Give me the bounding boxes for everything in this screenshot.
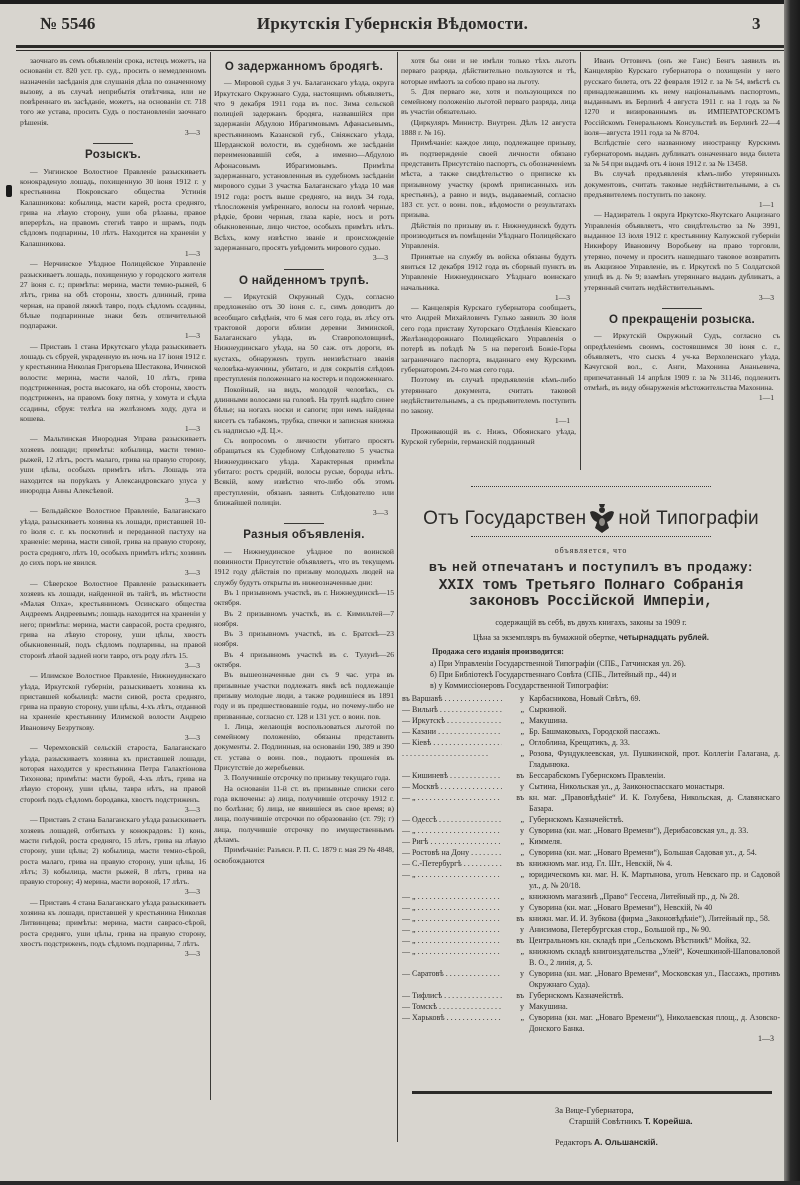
section-separator bbox=[662, 308, 702, 309]
notice-paragraph: — Нижнеудинское уѣздное по воинской повинности Присутствіе объявляетъ, что въ текущемъ 1912 году дѣйствія по призыву молодыхъ людей на службу будутъ открыты въ нижеозначенные дни: bbox=[214, 546, 394, 587]
agent-entry bbox=[402, 704, 780, 715]
agent-entry bbox=[402, 737, 780, 748]
notice-paragraph: 3. Получившіе отсрочку по призыву текущаго года. bbox=[224, 773, 391, 783]
agent-preposition: „ bbox=[520, 836, 524, 846]
agent-city: — Кишиневѣ . . . bbox=[402, 770, 502, 781]
run-mark: 1—1 bbox=[554, 416, 570, 426]
agent-city: — „ . . . bbox=[402, 825, 502, 836]
agent-preposition: „ bbox=[520, 1012, 524, 1022]
scan-border-bottom bbox=[0, 1181, 800, 1185]
agent-address: книжномъ складѣ книгоиздательства „Улей“, Кочешкиной-Шаповаловой В. О., 2 линія, д. 5. bbox=[529, 946, 780, 967]
sale-heading: Продажа сего изданія производится: bbox=[432, 647, 564, 656]
ornament-rule bbox=[471, 486, 711, 488]
agent-preposition: „ bbox=[520, 715, 524, 725]
signature-name: Т. Корейша. bbox=[644, 1116, 693, 1126]
run-mark: 3—3 bbox=[184, 496, 200, 506]
agent-address: книжн. маг. И. И. Зубкова (фирма „Законовѣдѣніе“), Литейный пр., 58. bbox=[529, 913, 770, 923]
notice-paragraph: — Мировой судья 3 уч. Балаганскаго уѣзда, округа Иркутскаго Окружнаго Суда, настоящимъ объявляетъ, что 9 декабря 1911 года въ пос. Зима сельской полиціей задержанъ бродяга, назвавшійся при задержаніи Абдулою Ибрагимовымъ Афанасьевымъ, крестьяниномъ Казанской губ., Свіяжскаго уѣзда, Шерданской волости, въ судебномъ же засѣданіи переименовавшій себя, а именно—Абдулою Афонасовымъ Ибрагимовымъ. Примѣты задержаннаго, установленныя въ судебномъ засѣданіи мирового судьи 3 участка Балаганскаго уѣзда 10 мая 1912 года: ростъ выше средняго, на видъ 34 года, тѣлосложенія умѣреннаго, волосы на головѣ черные, рѣдкіе, брови черныя, глаза карiе, носъ и ротъ обыкновенные, лицо чистое, особыхъ примѣтъ нѣтъ. Всѣхъ, кому извѣстно званіе и происхожденіе задержаннаго, просятъ увѣдомить мирового судью. bbox=[214, 78, 394, 253]
agent-preposition: у bbox=[520, 1001, 524, 1011]
agent-entry bbox=[402, 792, 780, 814]
ad-bottom-rule bbox=[412, 1091, 772, 1094]
agent-preposition: „ bbox=[520, 891, 524, 901]
run-mark: 1—1 bbox=[758, 393, 774, 403]
ad-title bbox=[402, 502, 780, 536]
price-value: четырнадцать рублей. bbox=[618, 633, 709, 642]
agent-entry bbox=[402, 1012, 780, 1034]
section-heading: О найденномъ трупѣ. bbox=[239, 274, 369, 287]
notice-paragraph: 1. Лица, желающія воспользоваться льготой по семейному положенію, обязаны представить документы. 2. Подлинныя, на основаніи 190, 389 и 390 ст. устава о воин. пов., подаютъ прошенія въ Присутствіе до жеребьевки. bbox=[214, 721, 394, 772]
agent-city bbox=[402, 748, 502, 770]
agent-address: Суворина (кн. маг. „Новаго Времени“), Дерибасовская ул., д. 33. bbox=[529, 825, 749, 835]
notice-paragraph: 5. Для перваго же, хотя и пользующихся по семейному положенію льготой перваго разряда, лица въ участіи обязательно. bbox=[401, 86, 576, 117]
run-mark: 3—3 bbox=[184, 128, 200, 138]
notice-paragraph: — Нерчинское Уѣздное Полицейское Управленіе разыскиваетъ лошадь, похищенную у городского жителя 27 іюня с. г.; примѣты: мерина, масти темно-рыжей, 6 лѣтъ, грива на обѣ стороны, хвостъ длинный, грива черная, на правой ляжкѣ тавро, подъ сѣдломъ ссадины, бѣлые подпаринные знаки безъ отличительной подпаражи. bbox=[20, 259, 206, 331]
notice-paragraph: — Приставъ 1 стана Иркутскаго уѣзда разыскиваетъ лошадь съ сбруей, украденную въ ночь на 17 іюня 1912 г. у крестьянина Николая Григорьева Шестакова, Ичинской волости: мерина, масти чалой, 10 лѣтъ, грива подстриженная, роста высокаго, на обѣ стороны, хвостъ подстриженъ, на правомъ боку пятна, у хомута и сѣдла ссадины, сбруя: телѣга на желѣзномъ ходу, дуга и кошева. bbox=[20, 341, 206, 423]
column-2 bbox=[214, 56, 394, 1098]
agent-city: — „ . . . bbox=[402, 946, 502, 968]
agent-entry bbox=[402, 825, 780, 836]
agent-address: Анисимова, Петербургская стор., Большой пр., № 90. bbox=[529, 924, 711, 934]
agent-entry bbox=[402, 1001, 780, 1012]
agent-address: Сыркиной. bbox=[529, 704, 567, 714]
agent-entry bbox=[402, 836, 780, 847]
agent-address: Бессарабскомъ Губернскомъ Правленіи. bbox=[529, 770, 666, 780]
signature-line-1: За Вице-Губернатора, bbox=[555, 1105, 634, 1115]
run-mark: 3—3 bbox=[372, 508, 388, 518]
agent-address: Центральномъ кн. складѣ при „Сельскомъ Вѣстникѣ“ Мойка, 32. bbox=[529, 935, 751, 945]
notice-paragraph: На основаніи 11-й ст. въ призывные списки сего года включены: а) лица, получившіе отсрочку 1912 г. по болѣзни; б) лица, не явившіеся въ свое время; в) лица, получившіе отсрочки по образованію (ст. 79); г) лица, получившіе отсрочку по имущественнымъ дѣламъ. bbox=[214, 783, 394, 845]
notice-paragraph: — Приставъ 4 стана Балаганскаго уѣзда разыскиваетъ хозяина къ лошади, приставшей у крестьянина Николая Литвинцева; примѣты: мерина, масти саврасо-сѣрой, роста средняго, уши цѣлы, грива на правую сторону, хвостъ подстриженъ, подъ сѣдломъ подпарины, 7 лѣтъ. bbox=[20, 897, 206, 948]
section-heading: Розыскъ. bbox=[85, 149, 141, 162]
agent-entry bbox=[402, 858, 780, 869]
agent-address: Бр. Башмаковыхъ, Городской пассажъ. bbox=[529, 726, 661, 736]
notice-paragraph: — Надзиратель 1 округа Иркутско-Якутскаго Акцизнаго Управленія объявляетъ, что свидѣтельство за № 3991, выданное 13 іюля 1912 г. крестьянину Калужской губерніи Никифору Ивановичу Воробьеву на право торговли, утеряно, почему и проситъ нашедшаго таковое возвратить въ Акцизное Управленіе, въ г. Иркутскѣ по 5 Солдатской улицѣ въ д. № 9; взамѣнъ утеряннаго выданъ дубликатъ, а утерянный считать недѣйствительнымъ. bbox=[584, 210, 780, 292]
notice-paragraph: Въ случаѣ предъявленія кѣмъ-либо утерянныхъ документовъ, считать таковые недѣйствительными, а съ предъявителемъ поступить по закону. bbox=[584, 169, 780, 199]
agent-entry bbox=[402, 770, 780, 781]
scan-border-right bbox=[784, 0, 800, 1185]
agent-entry bbox=[402, 748, 780, 770]
agent-entry bbox=[402, 693, 780, 704]
page-number: 3 bbox=[752, 14, 761, 33]
agent-entry bbox=[402, 726, 780, 737]
ad-price bbox=[402, 633, 780, 642]
agent-entry bbox=[402, 715, 780, 726]
notice-paragraph: (Циркуляръ Министр. Внутрен. Дѣлъ 12 августа 1888 г. № 16). bbox=[401, 117, 576, 138]
header-rule-thin bbox=[16, 50, 784, 51]
agent-entry bbox=[402, 781, 780, 792]
agent-city: — „ . . . bbox=[402, 913, 502, 924]
agent-city: — Тифлисѣ . . . bbox=[402, 990, 502, 1001]
agent-entry bbox=[402, 891, 780, 902]
section-heading: О прекращеніи розыска. bbox=[609, 314, 755, 327]
signature-line-2 bbox=[555, 1116, 693, 1127]
notice-paragraph: Въ 1 призывномъ участкѣ, въ г. Нижнеудинскѣ—15 октября. bbox=[214, 587, 394, 608]
run-mark: 3—3 bbox=[758, 292, 774, 302]
price-prefix: Цѣна за экземпляръ въ бумажной обертке, bbox=[473, 633, 617, 642]
run-mark: 1—3 bbox=[554, 292, 570, 302]
notice-paragraph: — Иркутскій Окружный Судъ, согласно съ опредѣленіемъ своимъ, состоявшимся 30 іюня с. г., объявляетъ, что сыскъ 4 уч-ка Верхоленскаго уѣзда, Качугской вол., с. Анги, Махонина Ананьевича, припечатанный 14 апрѣля 1909 г. за № 31146, подлежитъ отмѣнѣ, въ виду обнаруженія мѣстожительства Махонина. bbox=[584, 331, 780, 392]
run-mark: 1—3 bbox=[184, 331, 200, 341]
notice-paragraph: Въ вышеозначенные дни съ 9 час. утра въ призывные участки подлежатъ явкѣ всѣ подлежащіе призыву молодые люди, а также родившіеся въ 1891 году и въ предшествовавшіе годы, но почему-либо не призванные, согласно ст. 128 и 131 уст. о воин. пов. bbox=[214, 670, 394, 721]
agent-preposition: въ bbox=[516, 858, 524, 868]
agent-entry bbox=[402, 924, 780, 935]
agent-entry bbox=[402, 913, 780, 924]
agent-preposition: у bbox=[520, 693, 524, 703]
notice-paragraph: Съ вопросомъ о личности убитаго просятъ обращаться къ Судебному Слѣдователю 5 участка Нижнеудинскаго уѣзда. Характерныя примѣты убитаго: ростъ средній, волосы русые, бороды нѣтъ. Всякій, кому извѣстно что-либо объ этомъ преступленіи, обязанъ заявить Слѣдователю или ближайшей полиціи. bbox=[214, 436, 394, 507]
run-mark: 1—3 bbox=[184, 424, 200, 434]
column-3 bbox=[401, 56, 576, 468]
agent-preposition: въ bbox=[516, 913, 524, 923]
agent-preposition: „ bbox=[520, 946, 524, 956]
agent-entry bbox=[402, 990, 780, 1001]
editor-line bbox=[555, 1137, 693, 1148]
ad-contents: содержащій въ себѣ, въ двухъ книгахъ, законы за 1909 г. bbox=[495, 618, 687, 627]
column-divider bbox=[580, 52, 581, 470]
notice-paragraph: — Мальтинская Инородная Управа разыскиваетъ хозяевъ лошади; примѣты: кобылица, масти темно-рыжей, 12 лѣтъ, ростъ малаго, грива на правую сторону, уши цѣлы, особыхъ примѣтъ нѣтъ. Лошадь эта находится на поруkахъ у Александровскаго улуса у инородца Анны Алексѣевой. bbox=[20, 434, 206, 495]
agent-city: — „ . . . bbox=[402, 924, 502, 935]
run-mark: 3—3 bbox=[184, 805, 200, 815]
notice-paragraph: Примѣчаніе: каждое лицо, подлежащее призыву, въ подтвержденіе своей личности обязано представить Присутствію паспортъ, съ обозначеніемъ мѣста, а также свидѣтельство о приписке къ призывному участку (кромѣ приписанныхъ изъ крестьянъ), а равно и видъ, выдаваемый, согласно 183 ст. уст. о воин. пов., вѣдомости о результатахъ призыва. bbox=[401, 138, 576, 220]
agent-city: — „ . . . bbox=[402, 902, 502, 913]
agent-preposition: у bbox=[520, 781, 524, 791]
section-heading: Разныя объявленія. bbox=[243, 529, 365, 542]
notice-paragraph: — Канцелярія Курскаго губернатора сообщаетъ, что Андрей Михайловичъ Гулько заявилъ 30 іюля сего года приставу Хуторскаго Отдѣленія Кіевскаго Желѣзнодорожнаго Полицейскаго Управленія о потерѣ въ поѣздѣ № 5 на перегонѣ Божіе-Горы заграничнаго паспорта, выданнаго ему Курскимъ губернаторомъ 24-го мая сего года. bbox=[401, 303, 576, 374]
agent-entry bbox=[402, 847, 780, 858]
agent-entry bbox=[402, 946, 780, 968]
agent-city: — Томскѣ . . . bbox=[402, 1001, 502, 1012]
section-separator bbox=[284, 269, 324, 270]
agent-preposition: въ bbox=[516, 770, 524, 780]
column-1 bbox=[20, 56, 206, 1098]
agent-city: — „ . . . bbox=[402, 869, 502, 891]
section-heading: О задержанномъ бродягѣ. bbox=[224, 61, 384, 73]
column-divider bbox=[210, 52, 211, 1100]
sale-point: б) При Библіотекѣ Государственнаго Совѣта (СПБ., Литейный пр., 44) и bbox=[430, 669, 677, 679]
ad-headline: въ ней отпечатанъ и поступилъ въ продажу: bbox=[428, 559, 754, 574]
agent-preposition: у bbox=[520, 924, 524, 934]
agents-list bbox=[402, 693, 780, 1034]
agent-city: — Одессѣ . . . bbox=[402, 814, 502, 825]
notice-paragraph: Въ 2 призывномъ участкѣ, въ с. Кимильтей—7 ноября. bbox=[214, 608, 394, 628]
agent-preposition: „ bbox=[520, 748, 524, 758]
notice-paragraph: Въ 3 призывномъ участкѣ, въ с. Братскѣ—23 ноября. bbox=[214, 629, 394, 649]
notice-paragraph: — Приставъ 2 стана Балаганскаго уѣзда разыскиваетъ хозяевъ лошадей, отбитыхъ у конокрадовъ: 1) конь, масти гнѣдой, роста средняго, 15 лѣтъ, грива на лѣвую сторону, уши цѣлы; 2) кобылица, масти темно-сѣрой, роста малаго, грива на правую сторону, уши цѣлы, 16 лѣтъ; 3) кобылица, масти рыжей, 8 лѣтъ, грива на правую сторону; 4) мерина, масти вороной, 17 лѣтъ. bbox=[20, 815, 206, 887]
notice-paragraph: — Сѣверское Волостное Правленіе разыскиваетъ хозяевъ къ лошади, найденной въ тайгѣ, въ мѣстности «Малая Олха», крестьяниномъ Осинскаго общества Андреемъ Андреевымъ; лошадь находится на храненіи у него; примѣты: мерина, масти саврасой, роста средняго, грива на лѣвую сторону, уши цѣлы, хвостъ обыкновенный, подъ сѣдломъ подпарины, на правой сторонѣ лѣвой задней ноги тавро, отъ роду лѣтъ 15. bbox=[20, 578, 206, 660]
agent-city: — Иркутскѣ . . . bbox=[402, 715, 502, 726]
sale-point: а) При Управленіи Государственной Типографіи (СПБ., Гатчинская ул. 26). bbox=[430, 658, 686, 668]
signatures bbox=[555, 1105, 693, 1148]
notice-paragraph: Въ 4 призывномъ участкѣ въ с. Тулунѣ—26 октября. bbox=[214, 649, 394, 670]
agent-preposition: у bbox=[520, 902, 524, 912]
agent-entry bbox=[402, 935, 780, 946]
ad-title-right: ной Типографіи bbox=[618, 508, 759, 529]
run-mark: 3—3 bbox=[184, 949, 200, 959]
agent-address: Макушина. bbox=[529, 1001, 568, 1011]
notice-paragraph: Иванъ Оттовичъ (онъ же Ганс) Бенгъ заявилъ въ Канцелярію Курскаго губернатора о похищеніи у него русскаго билета, отъ 22 февраля 1912 г. за № 54, вмѣстѣ съ принадлежавшимъ къ нему національнымъ паспортомъ, выданнымъ въ Берлинѣ 4 августа 1911 г. на 1 годъ за № 1270 и визированнымъ въ ИМПЕРАТОРСКОМЪ Россійскомъ Генеральномъ Консульствѣ въ Берлинѣ 22—4 іюля—августа 1911 года за № 8704. bbox=[584, 56, 780, 138]
notice-paragraph: Покойный, на видъ, молодой человѣкъ, съ длинными волосами на головѣ. На трупѣ надѣто синее бѣлье; на ногахъ носки и сапоги; при немъ найдены кисетъ съ табакомъ, трубка, спички и записная книжка съ надписью «Д. Ц.». bbox=[214, 384, 394, 435]
double-headed-eagle-icon bbox=[587, 502, 617, 536]
agent-address: Макушина. bbox=[529, 715, 568, 725]
section-separator bbox=[284, 523, 324, 524]
agent-address: Карбасникова, Новый Свѣтъ, 69. bbox=[529, 693, 641, 703]
editor-name: А. Ольшанскій. bbox=[594, 1137, 658, 1147]
run-mark: 1—1 bbox=[758, 200, 774, 210]
notice-paragraph: — Илимское Волостное Правленіе, Нижнеудинскаго уѣзда, Иркутской губерніи, разыскиваетъ хозяина къ приставшей кобылицѣ: масти сивой, роста средняго, грива на правую сторону, уши цѣлы, 4-хъ лѣтъ, отданной на храненіе крестьянину Илимской волости Андрею Ивановичу Безруткову. bbox=[20, 671, 206, 732]
notice-paragraph: — Унгинское Волостное Правленіе разыскиваетъ конокраденую лошадь, похищенную 30 іюня 1912 г. у крестьянина Покровскаго общества Устинія Калашникова: кобылица, масти карей, роста средняго, грива на лѣвую сторону, уши оба рѣзаны, правое вперерѣзъ, на правомъ стегнѣ тавро и шрамъ, подъ сѣдломъ подпарины, 10 лѣтъ. Находится на храненіи у Калашникова. bbox=[20, 166, 206, 248]
agent-preposition: у bbox=[520, 825, 524, 835]
run-mark: 3—3 bbox=[184, 733, 200, 742]
ad-run-mark: 1—3 bbox=[758, 1033, 774, 1043]
ink-blot bbox=[6, 185, 12, 197]
ad-title-left: Отъ Государствен bbox=[423, 508, 587, 529]
ad-volume-title: XXIX томъ Третьяго Полнаго Собранія законовъ Россійской Имперіи, bbox=[438, 578, 744, 610]
agent-address: Суворина (кн. маг. „Новаго Времени“, Московская ул., Пассажъ, противъ Окружнаго Суда). bbox=[529, 968, 780, 989]
agent-address: Розова, Фундуклеевская, ул. Пушкинской, прот. Коллегіи Галагана, д. Гладынюка. bbox=[529, 748, 780, 769]
ornament-rule bbox=[471, 536, 711, 538]
agent-address: Суворина (кн. маг. „Новаго Времени“), Большая Садовая ул., д. 54. bbox=[529, 847, 757, 857]
agent-city: въ Варшавѣ . . . bbox=[402, 693, 502, 704]
run-mark: 3—3 bbox=[372, 253, 388, 263]
agent-entry bbox=[402, 869, 780, 891]
agent-preposition: „ bbox=[520, 704, 524, 714]
notice-paragraph: Примѣчаніе: Разъясн. Р. П. С. 1879 г. мая 29 № 4848, освобождаются bbox=[214, 845, 394, 865]
notice-paragraph: Принятые на службу въ войска обязаны будутъ явиться 12 декабря 1912 года въ сборный пунктъ въ Управленіе Нижнеудинскаго Уѣзднаго воинскаго начальника. bbox=[401, 251, 576, 292]
agent-entry bbox=[402, 968, 780, 990]
agent-address: Сытина, Никольская ул., д. Заиконоспасскаго монастыря. bbox=[529, 781, 725, 791]
agent-city: — „ . . . bbox=[402, 792, 502, 814]
agent-entry bbox=[402, 814, 780, 825]
agent-address: книжномъ магазинѣ „Право“ Гессена, Литейный пр., д. № 28. bbox=[529, 891, 740, 901]
agent-address: кн. маг. „Правовѣдѣніе“ И. К. Голубева, Никольская, д. Славянскаго Базара. bbox=[529, 792, 780, 813]
run-mark: 3—3 bbox=[184, 660, 200, 670]
agent-address: Губернскомъ Казначействѣ. bbox=[529, 990, 624, 1000]
column-4 bbox=[584, 56, 780, 468]
agent-preposition: „ bbox=[520, 847, 524, 857]
agent-city: — Москвѣ . . . bbox=[402, 781, 502, 792]
header-rule-thick bbox=[16, 45, 784, 48]
agent-preposition: въ bbox=[516, 990, 524, 1000]
agent-preposition: въ bbox=[516, 935, 524, 945]
scan-border-top bbox=[0, 0, 800, 4]
notice-paragraph: Вслѣдствіе сего названному иностранцу Курскимъ губернаторомъ выданъ дубликатъ означеннаго вида билета за № 54 при выдачѣ отъ 4 іюня 1912 г. за № 13458. bbox=[584, 138, 780, 168]
section-separator bbox=[93, 143, 133, 144]
agent-address: Оглоблина, Крещатикъ, д. 33. bbox=[529, 737, 630, 747]
sale-point: в) у Коммиссіонеровъ Государственной Типографіи: bbox=[430, 680, 609, 690]
page-header bbox=[0, 12, 785, 42]
notice-paragraph: Поэтому въ случаѣ предъявленія кѣмъ-либо утеряннаго документа, считать таковой недѣйствительнымъ, а съ предъявителемъ поступить по закону. bbox=[401, 375, 576, 416]
agent-address: Суворина (кн. маг. „Новаго Времени“), Невскій, № 40 bbox=[529, 902, 713, 912]
notice-paragraph: — Иркутскій Окружный Судъ, согласно предложенію отъ 30 іюня с. г., симъ доводитъ до всеобщаго свѣдѣнія, что 6 мая сего года, въ лѣсу отъ трактовой дороги вблизи деревни Зиминской, Балаганскаго уѣзда, въ Ставрополовщинѣ, Нижнеудинскаго уѣзда, на 50 саж. отъ дороги, въ кустахъ, обнаруженъ трупъ неизвѣстнаго званія человѣка-мужчины, убитаго, и для сокрытія слѣдовъ преступленія положеннаго на костеръ и подожженнаго. bbox=[214, 291, 394, 384]
agent-preposition: у bbox=[520, 968, 524, 978]
newspaper-title: Иркутскія Губернскія Вѣдомости. bbox=[256, 14, 529, 33]
agent-preposition: въ bbox=[516, 792, 524, 802]
agent-preposition: „ bbox=[520, 869, 524, 879]
agent-city: — Саратовѣ . . . bbox=[402, 968, 502, 990]
agent-preposition: „ bbox=[520, 726, 524, 736]
agent-preposition: „ bbox=[520, 814, 524, 824]
notice-paragraph: заочнаго въ семъ объявленіи срока, истецъ можетъ, на основаніи ст. 820 уст. гр. суд., просить о немедленномъ назначеніи засѣданія для слушанія дѣла по означенному вызову, а въ случаѣ неприбытія отвѣтчика, или не повѣреннаго въ засѣданіе, можетъ, на основаніи ст. 718 того же устава, просить Судъ о постановленіи заочнаго рѣшенія. bbox=[20, 56, 206, 127]
agent-address: книжномъ маг. изд. Гл. Шт., Невскій, № 4. bbox=[529, 858, 673, 868]
column-divider bbox=[397, 52, 398, 1142]
agent-entry bbox=[402, 902, 780, 913]
agent-city: — Ростовѣ на Дону . . . bbox=[402, 847, 502, 858]
agent-city: — Казани . . . bbox=[402, 726, 502, 737]
editor-title: Редакторъ bbox=[555, 1137, 592, 1147]
agent-address: Суворина (кн. маг. „Новаго Времени“), Николаевская площ., д. Азовско-Донского Банка. bbox=[529, 1012, 780, 1033]
agent-preposition: „ bbox=[520, 737, 524, 747]
agent-city: — С.-Петербургѣ . . . bbox=[402, 858, 502, 869]
issue-number: № 5546 bbox=[40, 14, 96, 33]
notice-paragraph: хотя бы они и не имѣли только тѣхъ льготъ перваго разряда, дѣйствительно пользуются и тѣ, которые имѣютъ за собою право на льготу. bbox=[401, 56, 576, 86]
notice-paragraph: Проживающій въ с. Нижъ, Обоянскаго уѣзда, Курской губерніи, германскій подданный bbox=[401, 426, 576, 446]
agent-city: — „ . . . bbox=[402, 891, 502, 902]
notice-paragraph: — Бельдайское Волостное Правленіе, Балаганскаго уѣзда, разыскиваетъ хозяина къ лошади, приставшей 10-го іюля с. г. къ поскотинѣ и переданной пастуху на храненіе: мерина, масти сивой, грива на правую сторону, роста средняго, лѣтъ 10, особыхъ примѣтъ нѣтъ; хозяинъ до сихъ поръ не явился. bbox=[20, 506, 206, 567]
notice-paragraph: Дѣйствія по призыву въ г. Нижнеудинскѣ будутъ производиться въ помѣщеніи Уѣзднаго Полицейскаго Управленія. bbox=[401, 220, 576, 251]
agent-city: — Ригѣ . . . bbox=[402, 836, 502, 847]
agent-address: Киммеля. bbox=[529, 836, 562, 846]
run-mark: 3—3 bbox=[184, 887, 200, 897]
agent-city: — Харьковѣ . . . bbox=[402, 1012, 502, 1034]
run-mark: 3—3 bbox=[184, 568, 200, 578]
notice-paragraph: — Черемховскій сельскій староста, Балаганскаго уѣзда, разыскиваетъ хозяина къ приставшей лошади, которая находится у крестьянина Петра Галактіонова Тихонова; примѣты: масти бурой, 4-хъ лѣтъ, грива на лѣвую сторону, уши цѣлы, тавра нѣтъ, на правой сторонѣ подъ сѣдломъ бородавка, хвостъ подстриженъ. bbox=[20, 743, 206, 804]
agent-address: юридическомъ кн. маг. Н. К. Мартынова, уголъ Невскаго пр. и Садовой ул., д. № 20/18. bbox=[529, 869, 780, 890]
ad-announce: объявляется, что bbox=[554, 546, 628, 555]
state-printing-house-advertisement bbox=[402, 482, 780, 1090]
agent-city: — „ . . . bbox=[402, 935, 502, 946]
agent-city: — Вильнѣ . . . bbox=[402, 704, 502, 715]
run-mark: 1—3 bbox=[184, 249, 200, 259]
agent-address: Губернскомъ Казначействѣ. bbox=[529, 814, 624, 824]
signature-title: Старшій Совѣтникъ bbox=[569, 1116, 642, 1126]
agent-city: — Кіевѣ . . . bbox=[402, 737, 502, 748]
